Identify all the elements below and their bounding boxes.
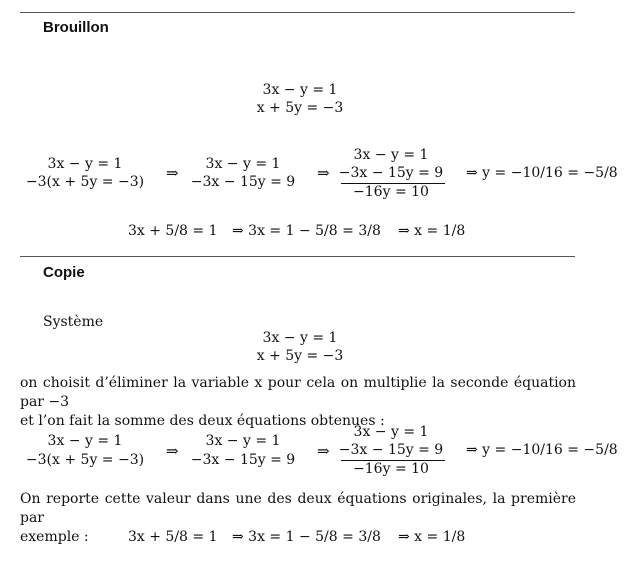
copie-step2-eq1: 3x − y = 1 <box>205 433 281 449</box>
copie-paragraph-2-line-1: On reporte cette valeur dans une des deux équations originales, la première par <box>20 491 576 526</box>
top-rule <box>20 12 575 13</box>
brouillon-step3-top: 3x − y = 1 <box>353 147 429 163</box>
copie-system-label: Système <box>43 314 104 330</box>
brouillon-final-3: ⇒ x = 1/8 <box>398 223 466 239</box>
copie-step3-bot: −16y = 10 <box>353 461 429 477</box>
copie-arrow-1: ⇒ <box>166 442 179 460</box>
brouillon-step3-bot: −16y = 10 <box>353 184 429 200</box>
copie-system-eq2: x + 5y = −3 <box>256 348 344 364</box>
brouillon-result: ⇒ y = −10/16 = −5/8 <box>466 165 618 181</box>
copie-step1-eq2: −3(x + 5y = −3) <box>25 452 145 468</box>
middle-rule <box>20 256 575 257</box>
brouillon-final-1: 3x + 5/8 = 1 <box>128 223 218 239</box>
copie-system-eq1: 3x − y = 1 <box>262 330 338 346</box>
copie-arrow-2: ⇒ <box>317 442 330 460</box>
copie-final-3: ⇒ x = 1/8 <box>398 529 466 545</box>
brouillon-step1-eq2: −3(x + 5y = −3) <box>25 174 145 190</box>
copie-final-2: ⇒ 3x = 1 − 5/8 = 3/8 <box>232 529 381 545</box>
copie-step2-eq2: −3x − 15y = 9 <box>190 452 296 468</box>
brouillon-heading: Brouillon <box>43 19 109 36</box>
copie-step1-eq1: 3x − y = 1 <box>47 433 123 449</box>
copie-paragraph-1-line-2: et l’on fait la somme des deux équations obtenues : <box>20 413 385 429</box>
copie-result: ⇒ y = −10/16 = −5/8 <box>466 442 618 458</box>
copie-heading: Copie <box>43 264 85 281</box>
brouillon-step1-eq1: 3x − y = 1 <box>47 156 123 172</box>
brouillon-step3-mid: −3x − 15y = 9 <box>338 165 444 181</box>
brouillon-final-2: ⇒ 3x = 1 − 5/8 = 3/8 <box>232 223 381 239</box>
brouillon-step2-eq1: 3x − y = 1 <box>205 156 281 172</box>
brouillon-system-eq2: x + 5y = −3 <box>256 100 344 116</box>
copie-final-1: 3x + 5/8 = 1 <box>128 529 218 545</box>
brouillon-arrow-1: ⇒ <box>166 164 179 182</box>
copie-paragraph-1 <box>20 374 576 431</box>
copie-paragraph-1-line-1: on choisit d’éliminer la variable x pour cela on multiplie la seconde équation par −3 <box>20 375 576 410</box>
brouillon-arrow-2: ⇒ <box>317 164 330 182</box>
brouillon-system-eq1: 3x − y = 1 <box>262 82 338 98</box>
copie-step3-mid: −3x − 15y = 9 <box>338 442 444 458</box>
copie-step3-top: 3x − y = 1 <box>353 424 429 440</box>
brouillon-step2-eq2: −3x − 15y = 9 <box>190 174 296 190</box>
copie-paragraph-2-line-2: exemple : <box>20 529 89 545</box>
